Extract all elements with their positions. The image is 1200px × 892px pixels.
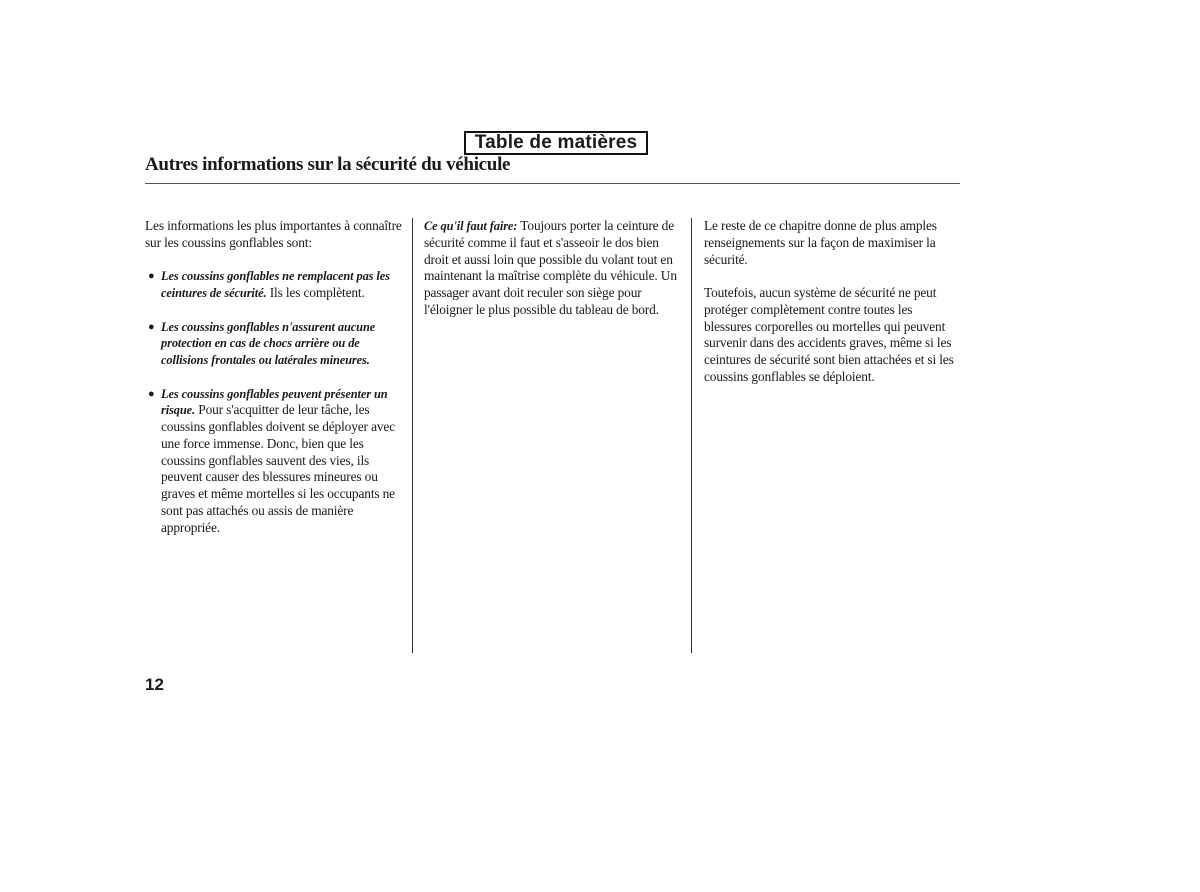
bullet-bold-text: Les coussins gonflables peuvent présenter un risque. xyxy=(161,386,388,418)
bullet-dot-icon: ● xyxy=(148,320,155,333)
guidance-paragraph xyxy=(424,218,684,319)
table-of-contents-button[interactable]: Table de matières xyxy=(464,131,648,155)
bullet-bold-text: Les coussins gonflables n'assurent aucune protection en cas de chocs arrière ou de collisions frontales ou latérales mineures. xyxy=(161,319,376,367)
column-divider xyxy=(691,218,692,653)
header-divider xyxy=(145,183,960,184)
intro-paragraph: Les informations les plus importantes à connaître sur les coussins gonflables sont: xyxy=(145,218,402,250)
bullet-text: Pour s'acquitter de leur tâche, les coussins gonflables doivent se déployer avec une force immense. Donc, bien que les coussins gonflables sauvent des vies, ils peuvent causer des blessures mineures ou graves et même mortelles si les occupants ne sont pas attachés ou assis de manière appropriée. xyxy=(161,402,395,535)
warning-paragraph: Toutefois, aucun système de sécurité ne peut protéger complètement contre toutes les blessures corporelles ou mortelles qui peuvent survenir dans des accidents graves, même si les ceintures de sécurité sont bien attachées et si les coussins gonflables se déploient. xyxy=(704,285,954,384)
page-number: 12 xyxy=(145,675,164,694)
list-item xyxy=(145,319,407,369)
guidance-lead: Ce qu'il faut faire: xyxy=(424,219,518,233)
list-item xyxy=(145,268,407,302)
column-2 xyxy=(424,218,684,319)
list-item xyxy=(145,386,407,537)
column-divider xyxy=(412,218,413,653)
bullet-bold-text: Les coussins gonflables ne remplacent pas les ceintures de sécurité. xyxy=(161,269,390,300)
guidance-text: Toujours porter la ceinture de sécurité comme il faut et s'asseoir le dos bien droit et aussi loin que possible du volant tout en maintenant la maîtrise complète du véhicule. Un passager avant doit reculer son siège pour l'éloigner le plus possible du tableau de bord. xyxy=(424,218,677,317)
page-title: Autres informations sur la sécurité du véhicule xyxy=(145,154,511,175)
bullet-dot-icon: ● xyxy=(148,270,155,283)
column-1 xyxy=(145,218,407,536)
bullet-dot-icon: ● xyxy=(148,387,155,400)
column-3 xyxy=(704,218,962,386)
bullet-list xyxy=(145,268,407,536)
chapter-intro-paragraph: Le reste de ce chapitre donne de plus amples renseignements sur la façon de maximiser la sécurité. xyxy=(704,218,937,267)
bullet-text: Ils les complètent. xyxy=(266,285,365,300)
